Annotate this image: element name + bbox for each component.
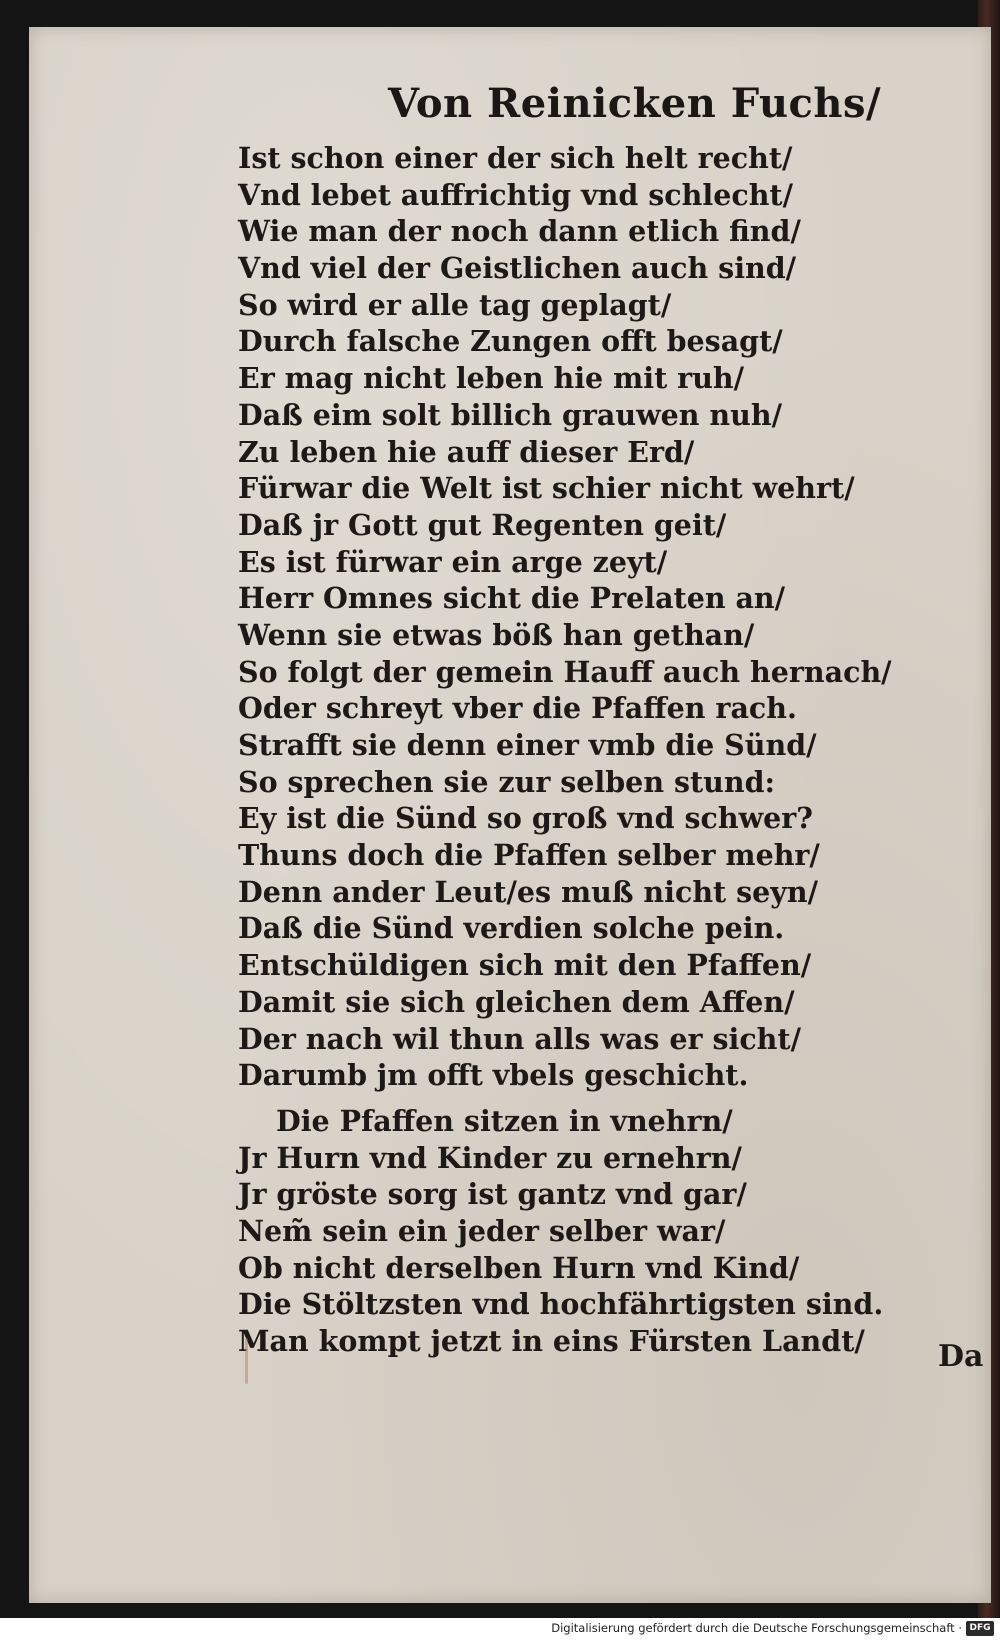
- verse-line: Jr Hurn vnd Kinder zu ernehrn/: [238, 1140, 742, 1175]
- verse-stanza-1: [238, 140, 898, 1094]
- verse-line: Strafft sie denn einer vmb die Sünd/: [238, 728, 817, 762]
- verse-line: Darumb jm offt vbels geschicht.: [238, 1058, 749, 1093]
- verse-line: Thuns doch die Pfaffen selber mehr/: [238, 838, 820, 873]
- verse-line: Wie man der noch dann etlich find/: [238, 214, 801, 249]
- verse-line: So folgt der gemein Hauff auch hernach/: [238, 654, 892, 689]
- verse-line: Ob nicht derselben Hurn vnd Kind/: [238, 1250, 800, 1285]
- verse-stanza-2: [238, 1103, 898, 1360]
- verse-line: Fürwar die Welt ist schier nicht wehrt/: [238, 471, 855, 506]
- running-head: Von Reinicken Fuchs/: [388, 80, 882, 127]
- verse-line: Der nach wil thun alls was er sicht/: [238, 1021, 801, 1056]
- verse-line: Ey ist die Sünd so groß vnd schwer?: [238, 801, 813, 836]
- verse-line: Ist schon einer der sich helt recht/: [238, 141, 793, 175]
- verse-line: Damit sie sich gleichen dem Affen/: [238, 984, 795, 1019]
- verse-line: Daß eim solt billich grauwen nuh/: [238, 397, 783, 432]
- verse-line: Daß jr Gott gut Regenten geit/: [238, 507, 727, 542]
- verse-line: Die Pfaffen sitzen in vnehrn/: [276, 1104, 733, 1138]
- verse-line: Jr gröste sorg ist gantz vnd gar/: [238, 1177, 747, 1212]
- verse-line: So sprechen sie zur selben stund:: [238, 764, 776, 799]
- verse-line: Zu leben hie auff dieser Erd/: [238, 434, 695, 469]
- verse-line: Er mag nicht leben hie mit ruh/: [238, 361, 745, 396]
- verse-line: Daß die Sünd verdien solche pein.: [238, 911, 785, 946]
- verse-line: Entschüldigen sich mit den Pfaffen/: [238, 948, 812, 983]
- catchword: Da: [938, 1339, 984, 1374]
- verse-line: Denn ander Leut/es muß nicht seyn/: [238, 874, 818, 909]
- verse-line: Nem̃ sein ein jeder selber war/: [238, 1214, 726, 1249]
- footer-credit: Digitalisierung gefördert durch die Deutsche Forschungsgemeinschaft ·: [551, 1621, 962, 1635]
- verse-line: Wenn sie etwas böß han gethan/: [238, 617, 755, 652]
- verse-line: Vnd viel der Geistlichen auch sind/: [238, 251, 797, 286]
- verse-line: Durch falsche Zungen offt besagt/: [238, 324, 783, 359]
- verse-line: Herr Omnes sicht die Prelaten an/: [238, 581, 786, 616]
- verse-line: Man kompt jetzt in eins Fürsten Landt/: [238, 1324, 865, 1359]
- verse-line: Die Stöltzsten vnd hochfährtigsten sind.: [238, 1287, 884, 1322]
- verse-line: Es ist fürwar ein arge zeyt/: [238, 544, 668, 579]
- margin-mark: [245, 1338, 248, 1384]
- dfg-logo: DFG: [966, 1621, 994, 1636]
- verse-line: So wird er alle tag geplagt/: [238, 287, 672, 322]
- verse-line: Vnd lebet auffrichtig vnd schlecht/: [238, 177, 793, 212]
- verse-line: Oder schreyt vber die Pfaffen rach.: [238, 691, 797, 726]
